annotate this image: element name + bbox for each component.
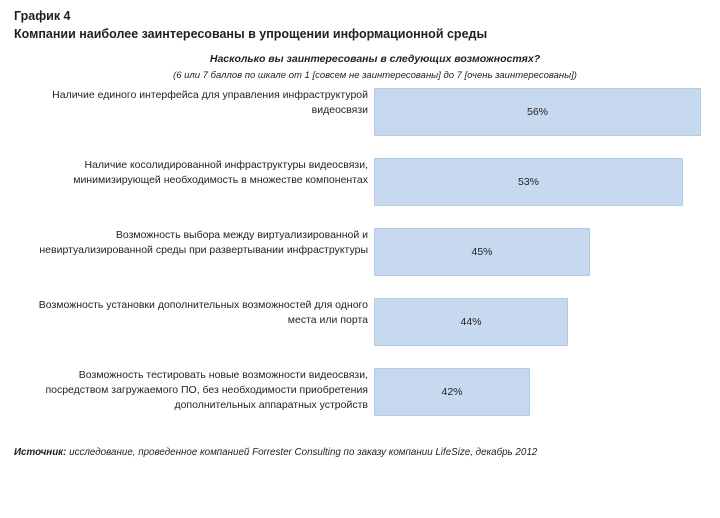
bar-track [374, 88, 706, 136]
bar-track [374, 158, 706, 206]
bar-value-label: 42% [441, 386, 463, 398]
category-label: Возможность выбора между виртуализированной и невиртуализированной среды при развертывании инфраструктуры [39, 229, 368, 256]
source-text: исследование, проведенное компанией Forrester Consulting по заказу компании LifeSize, декабрь 2012 [69, 447, 538, 458]
chart-row [14, 228, 706, 276]
bar-track [374, 368, 706, 416]
bar-track [374, 228, 706, 276]
chart-row [14, 88, 706, 136]
category-label: Наличие косолидированной инфраструктуры видеосвязи, минимизирующей необходимость в множестве компонентах [73, 159, 368, 186]
bar-track [374, 298, 706, 346]
category-label: Возможность установки дополнительных возможностей для одного места или порта [38, 299, 368, 326]
subtitle-block [14, 52, 706, 82]
chart-subtitle: Насколько вы заинтересованы в следующих возможностях? [209, 53, 541, 65]
bar-value-label: 53% [517, 176, 539, 188]
page-title: Компании наиболее заинтересованы в упрощении информационной среды [14, 27, 488, 41]
bar-value-label: 45% [471, 246, 493, 258]
bar-value-label: 44% [460, 316, 482, 328]
source-note [14, 446, 537, 460]
category-label: Наличие единого интерфейса для управления инфраструктурой видеосвязи [52, 89, 368, 116]
bar-chart [14, 88, 706, 416]
chart-subnote: (6 или 7 баллов по шкале от 1 [совсем не заинтересованы] до 7 [очень заинтересованы]) [173, 70, 577, 81]
chart-row [14, 158, 706, 206]
chart-row [14, 368, 706, 416]
chart-row [14, 298, 706, 346]
bar-value-label: 56% [526, 106, 548, 118]
source-label: Источник: [14, 447, 67, 458]
figure-number: График 4 [14, 9, 71, 23]
category-label: Возможность тестировать новые возможности видеосвязи, посредством загружаемого ПО, без необходимости приобретения дополнительных аппаратных устройств [45, 369, 368, 411]
